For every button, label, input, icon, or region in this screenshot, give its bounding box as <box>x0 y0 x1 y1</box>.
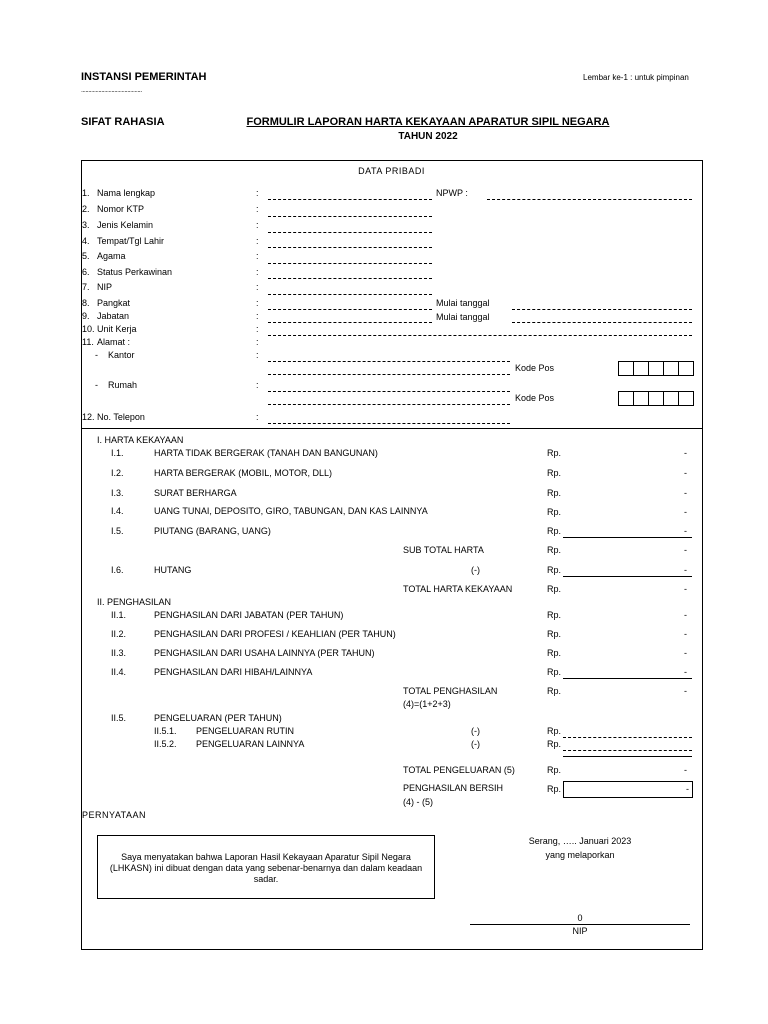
total-expense-rule <box>563 756 692 757</box>
place-date: Serang, ….. Januari 2023 <box>528 836 632 846</box>
asset-code: I.3. <box>111 488 124 498</box>
name-label: Nama lengkap <box>97 188 156 198</box>
work-unit-label: Unit Kerja <box>97 324 137 334</box>
asset-label: PIUTANG (BARANG, UANG) <box>154 526 271 536</box>
income-label: PENGHASILAN DARI JABATAN (PER TAHUN) <box>154 610 344 620</box>
routine-expense-field[interactable] <box>563 737 692 738</box>
home-postal-code-label: Kode Pos <box>515 393 555 403</box>
debt-label: HUTANG <box>154 565 192 575</box>
subtotal-label: SUB TOTAL HARTA <box>403 545 484 555</box>
total-income-formula: (4)=(1+2+3) <box>403 699 451 709</box>
asset-code: I.2. <box>111 468 124 478</box>
asset-value: - <box>684 526 687 536</box>
confidential-label: SIFAT RAHASIA <box>81 116 165 128</box>
colon: : <box>256 412 259 422</box>
gender-field[interactable] <box>268 232 432 233</box>
asset-value: - <box>684 507 687 517</box>
income-value: - <box>684 648 687 658</box>
colon: : <box>256 324 259 334</box>
net-income-formula: (4) - (5) <box>403 797 433 807</box>
position-field[interactable] <box>268 322 432 323</box>
position-start-date-field[interactable] <box>512 322 692 323</box>
item-bullet: - <box>95 380 98 390</box>
expense-label: PENGELUARAN (PER TAHUN) <box>154 713 282 723</box>
rank-label: Pangkat <box>97 298 131 308</box>
income-code: II.3. <box>111 648 127 658</box>
religion-label: Agama <box>97 251 126 261</box>
expense-code: II.5. <box>111 713 127 723</box>
total-assets-label: TOTAL HARTA KEKAYAAN <box>403 584 513 594</box>
asset-label: HARTA BERGERAK (MOBIL, MOTOR, DLL) <box>154 468 333 478</box>
item-number: 1. <box>82 188 90 198</box>
rp-label: Rp. <box>547 726 562 736</box>
colon: : <box>256 220 259 230</box>
item-number: 3. <box>82 220 90 230</box>
marital-field[interactable] <box>268 278 432 279</box>
home-address-field-2[interactable] <box>268 404 510 405</box>
item-number: 11. <box>82 337 94 347</box>
net-income-box <box>563 781 693 798</box>
total-income-value: - <box>684 686 687 696</box>
rp-label: Rp. <box>547 610 562 620</box>
rp-label: Rp. <box>547 448 562 458</box>
rp-label: Rp. <box>547 545 562 555</box>
npwp-field[interactable] <box>487 199 692 200</box>
colon: : <box>256 380 259 390</box>
home-label: Rumah <box>108 380 138 390</box>
position-start-date-label: Mulai tanggal <box>436 312 490 322</box>
gender-label: Jenis Kelamin <box>97 220 154 230</box>
debt-code: I.6. <box>111 565 124 575</box>
office-postal-code-label: Kode Pos <box>515 363 555 373</box>
expense-sub-label: PENGELUARAN RUTIN <box>196 726 295 736</box>
rank-field[interactable] <box>268 309 432 310</box>
sheet-note: Lembar ke-1 : untuk pimpinan <box>583 73 689 82</box>
statement-text-line1: Saya menyatakan bahwa Laporan Hasil Kekayaan Aparatur Sipil Negara <box>121 852 411 862</box>
rp-label: Rp. <box>547 526 562 536</box>
asset-value: - <box>684 488 687 498</box>
colon: : <box>256 204 259 214</box>
office-postal-code-boxes[interactable] <box>618 361 694 376</box>
asset-label: SURAT BERHARGA <box>154 488 237 498</box>
personal-data-heading: DATA PRIBADI <box>358 166 425 176</box>
expense-sub-label: PENGELUARAN LAINNYA <box>196 739 305 749</box>
colon: : <box>256 236 259 246</box>
office-label: Kantor <box>108 350 135 360</box>
rp-label: Rp. <box>547 648 562 658</box>
total-assets-value: - <box>684 584 687 594</box>
institution-title: INSTANSI PEMERINTAH <box>81 71 207 83</box>
item-number: 8. <box>82 298 90 308</box>
asset-value: - <box>684 468 687 478</box>
asset-code: I.1. <box>111 448 124 458</box>
income-label: PENGHASILAN DARI USAHA LAINNYA (PER TAHUN) <box>154 648 375 658</box>
ktp-label: Nomor KTP <box>97 204 145 214</box>
item-number: 4. <box>82 236 90 246</box>
birth-label: Tempat/Tgl Lahir <box>97 236 165 246</box>
colon: : <box>256 251 259 261</box>
signature-line <box>470 924 690 925</box>
minus-sign: (-) <box>471 565 480 575</box>
rp-label: Rp. <box>547 565 562 575</box>
income-label: PENGHASILAN DARI PROFESI / KEAHLIAN (PER TAHUN) <box>154 629 396 639</box>
form-title: FORMULIR LAPORAN HARTA KEKAYAAN APARATUR SIPIL NEGARA <box>246 116 610 128</box>
income-section-title: II. PENGHASILAN <box>97 597 172 607</box>
colon: : <box>256 298 259 308</box>
signer-nip-label: NIP <box>572 926 588 936</box>
colon: : <box>256 350 259 360</box>
item-number: 12. <box>82 412 95 422</box>
colon: : <box>256 188 259 198</box>
net-income-value: - <box>686 784 689 794</box>
income-value: - <box>684 667 687 677</box>
item-number: 9. <box>82 311 90 321</box>
address-label: Alamat : <box>97 337 131 347</box>
work-unit-field[interactable] <box>268 335 692 336</box>
reporter-label: yang melaporkan <box>545 850 615 860</box>
total-expense-value: - <box>684 765 687 775</box>
religion-field[interactable] <box>268 263 432 264</box>
asset-code: I.4. <box>111 506 124 516</box>
home-address-field-1[interactable] <box>268 391 510 392</box>
other-expense-field[interactable] <box>563 750 692 751</box>
statement-text-line2: (LHKASN) ini dibuat dengan data yang sebenar-benarnya dan dalam keadaan <box>109 863 423 873</box>
minus-sign: (-) <box>471 726 480 736</box>
total-rule <box>563 576 692 577</box>
rp-label: Rp. <box>547 784 562 794</box>
net-income-label: PENGHASILAN BERSIH <box>403 783 504 793</box>
form-year: TAHUN 2022 <box>398 131 458 142</box>
rp-label: Rp. <box>547 507 562 517</box>
rp-label: Rp. <box>547 667 562 677</box>
expense-sub-code: II.5.2. <box>154 739 177 749</box>
total-income-label: TOTAL PENGHASILAN <box>403 686 498 696</box>
rp-label: Rp. <box>547 488 562 498</box>
statement-text-line3: sadar. <box>253 874 279 884</box>
item-number: 6. <box>82 267 90 277</box>
name-field[interactable] <box>268 199 432 200</box>
rank-start-date-field[interactable] <box>512 309 692 310</box>
income-value: - <box>684 629 687 639</box>
asset-value: - <box>684 448 687 458</box>
nip-field[interactable] <box>268 294 432 295</box>
item-number: 7. <box>82 282 90 292</box>
phone-field[interactable] <box>268 423 510 424</box>
income-code: II.4. <box>111 667 127 677</box>
expense-sub-code: II.5.1. <box>154 726 177 736</box>
signer-name: 0 <box>577 913 583 923</box>
item-bullet: - <box>95 350 98 360</box>
income-value: - <box>684 610 687 620</box>
home-postal-code-boxes[interactable] <box>618 391 694 406</box>
rp-label: Rp. <box>547 686 562 696</box>
phone-label: No. Telepon <box>97 412 145 422</box>
item-number: 5. <box>82 251 90 261</box>
institution-dots: .......................................... <box>81 87 142 94</box>
income-label: PENGHASILAN DARI HIBAH/LAINNYA <box>154 667 313 677</box>
rp-label: Rp. <box>547 739 562 749</box>
asset-label: UANG TUNAI, DEPOSITO, GIRO, TABUNGAN, DAN KAS LAINNYA <box>154 506 428 516</box>
statement-box <box>97 835 435 899</box>
subtotal-rule <box>563 537 692 538</box>
statement-heading: PERNYATAAN <box>82 810 147 820</box>
colon: : <box>256 267 259 277</box>
item-number: 2. <box>82 204 90 214</box>
colon: : <box>256 282 259 292</box>
marital-label: Status Perkawinan <box>97 267 173 277</box>
assets-section-title: I. HARTA KEKAYAAN <box>97 435 184 445</box>
birth-field[interactable] <box>268 247 432 248</box>
item-number: 10. <box>82 324 95 334</box>
minus-sign: (-) <box>471 739 480 749</box>
debt-value: - <box>684 565 687 575</box>
income-code: II.2. <box>111 629 127 639</box>
asset-code: I.5. <box>111 526 124 536</box>
total-income-rule <box>563 678 692 679</box>
colon: : <box>256 311 259 321</box>
rp-label: Rp. <box>547 765 562 775</box>
nip-label: NIP <box>97 282 113 292</box>
section-divider <box>81 428 702 429</box>
rp-label: Rp. <box>547 584 562 594</box>
rp-label: Rp. <box>547 629 562 639</box>
office-address-field-1[interactable] <box>268 361 510 362</box>
npwp-label: NPWP : <box>436 188 468 198</box>
asset-label: HARTA TIDAK BERGERAK (TANAH DAN BANGUNAN) <box>154 448 378 458</box>
rank-start-date-label: Mulai tanggal <box>436 298 490 308</box>
total-expense-label: TOTAL PENGELUARAN (5) <box>403 765 515 775</box>
ktp-field[interactable] <box>268 216 432 217</box>
income-code: II.1. <box>111 610 127 620</box>
position-label: Jabatan <box>97 311 130 321</box>
rp-label: Rp. <box>547 468 562 478</box>
office-address-field-2[interactable] <box>268 374 510 375</box>
colon: : <box>256 337 259 347</box>
subtotal-value: - <box>684 545 687 555</box>
